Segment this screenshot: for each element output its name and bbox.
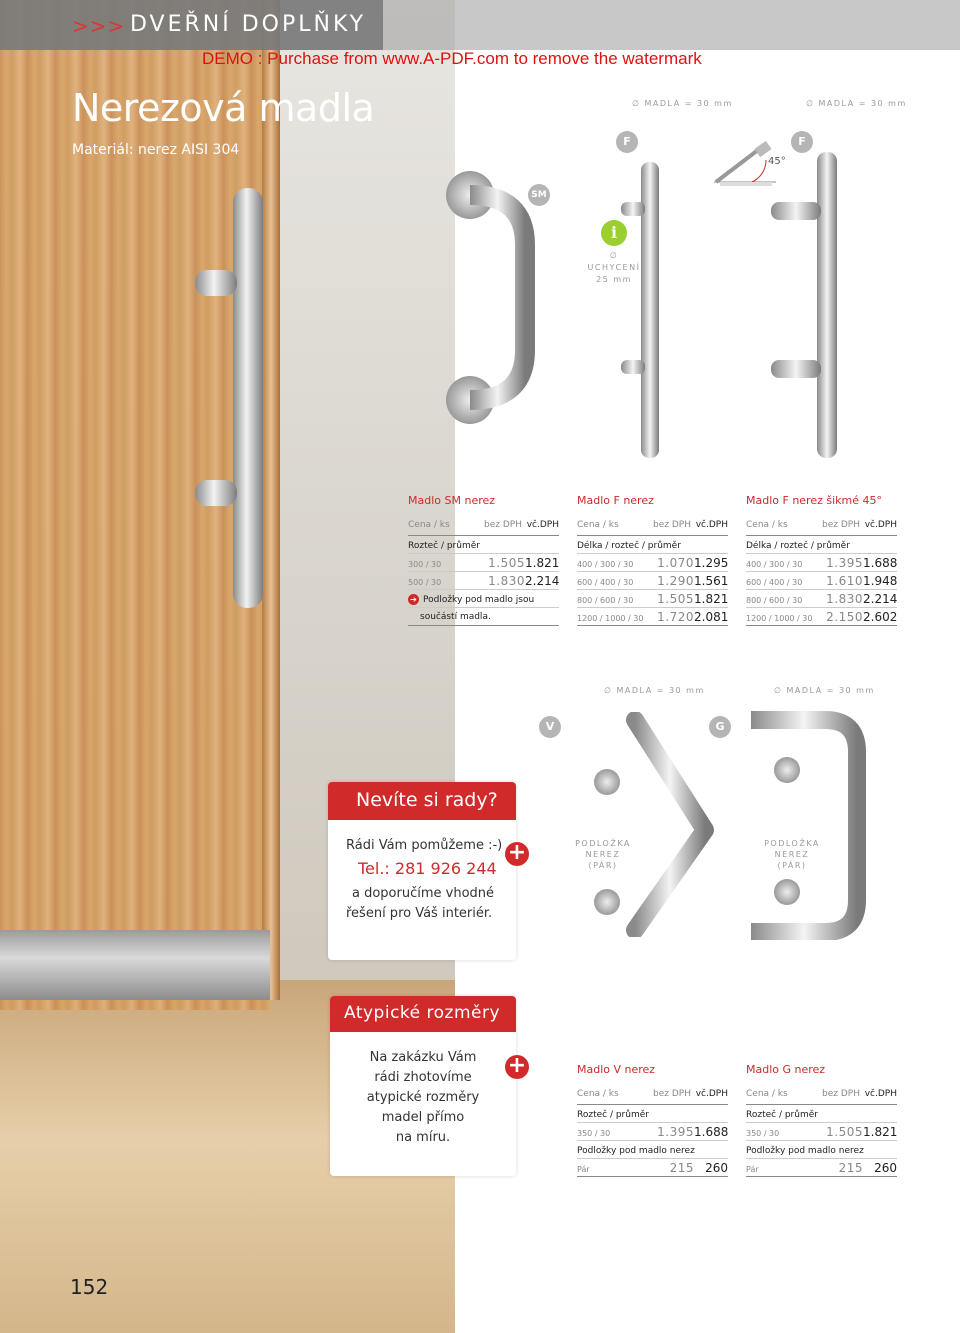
row-price-incl: 2.214 xyxy=(525,574,560,588)
header-incl-vat: vč.DPH xyxy=(526,520,559,530)
header-price: Cena / ks xyxy=(577,520,619,530)
row-dimension: 800 / 600 / 30 xyxy=(746,596,803,605)
table-header xyxy=(577,520,728,536)
row-price-incl: 1.821 xyxy=(694,592,729,606)
table-row xyxy=(746,608,897,626)
header-price: Cena / ks xyxy=(746,520,788,530)
row-dimension: 400 / 300 / 30 xyxy=(746,560,803,569)
custom-line-4: madel přímo xyxy=(381,1110,465,1125)
diameter-label-g: ∅ MADLA = 30 mm xyxy=(774,686,875,695)
row-price-excl: 1.070 xyxy=(657,556,694,570)
table-row xyxy=(746,590,897,608)
product-name: Madlo F nerez šikmé 45° xyxy=(746,494,883,507)
washer-label-v-1: PODLOŽKA xyxy=(575,839,631,848)
header-price: Cena / ks xyxy=(746,1089,788,1099)
info-icon: i xyxy=(601,220,627,246)
row-price-incl: 1.688 xyxy=(694,1125,729,1139)
custom-line-5: na míru. xyxy=(395,1130,451,1145)
row-price-excl: 1.395 xyxy=(657,1125,694,1139)
washer-label-g-3: (PÁR) xyxy=(777,861,807,870)
row-price-incl: 260 xyxy=(874,1161,897,1175)
advice-line-3: a doporučíme vhodné xyxy=(352,886,495,901)
table-note xyxy=(408,590,559,608)
table-subheader: Rozteč / průměr xyxy=(408,536,559,554)
row-price-excl: 1.610 xyxy=(826,574,863,588)
row-price-excl: 1.830 xyxy=(826,592,863,606)
row-dimension: 500 / 30 xyxy=(408,578,442,587)
badge-sm: SM xyxy=(528,184,550,206)
header-price: Cena / ks xyxy=(577,1089,619,1099)
advice-phone[interactable]: Tel.: 281 926 244 xyxy=(358,859,497,878)
badge-v: V xyxy=(539,716,561,738)
row-price-incl: 1.821 xyxy=(525,556,560,570)
table-row xyxy=(577,572,728,590)
table-row xyxy=(577,590,728,608)
table-row xyxy=(746,1123,897,1141)
table-v xyxy=(577,1063,728,1177)
mounting-diameter-value: 25 mm xyxy=(596,275,632,284)
row-price-excl: 1.720 xyxy=(657,610,694,624)
product-name: Madlo SM nerez xyxy=(408,494,496,507)
diameter-label-f: ∅ MADLA = 30 mm xyxy=(632,99,733,108)
table-g xyxy=(746,1063,897,1177)
row-dimension: 800 / 600 / 30 xyxy=(577,596,634,605)
custom-sizes-body xyxy=(330,1048,516,1148)
row-price-incl: 2.214 xyxy=(863,592,898,606)
custom-line-2: rádi zhotovíme xyxy=(374,1070,472,1085)
row-price-incl: 2.081 xyxy=(694,610,729,624)
advice-line-4: řešení pro Váš interiér. xyxy=(346,906,493,921)
row-price-excl: 1.505 xyxy=(657,592,694,606)
handle-sm-image xyxy=(445,165,555,430)
table-subheader: Rozteč / průměr xyxy=(577,1105,728,1123)
table-subheader: Délka / rozteč / průměr xyxy=(577,536,728,554)
angle-label: 45° xyxy=(768,156,786,167)
row-price-excl: 1.290 xyxy=(657,574,694,588)
door-kickplate xyxy=(0,930,270,1000)
handle-v-image xyxy=(585,712,725,937)
diameter-label-v: ∅ MADLA = 30 mm xyxy=(604,686,705,695)
product-name: Madlo F nerez xyxy=(577,494,654,507)
washer-label-v-3: (PÁR) xyxy=(588,861,618,870)
note-text-1: Podložky pod madlo jsou xyxy=(423,595,535,605)
header-incl-vat: vč.DPH xyxy=(695,1089,728,1099)
product-name: Madlo V nerez xyxy=(577,1063,656,1076)
header-incl-vat: vč.DPH xyxy=(864,520,897,530)
header-excl-vat: bez DPH xyxy=(653,1089,691,1099)
header-price: Cena / ks xyxy=(408,520,450,530)
row-price-excl: 1.505 xyxy=(488,556,525,570)
plus-icon: + xyxy=(505,1055,529,1079)
table-row xyxy=(408,554,559,572)
row-dimension: 400 / 300 / 30 xyxy=(577,560,634,569)
row-dimension: 300 / 30 xyxy=(408,560,442,569)
plus-icon: + xyxy=(505,842,529,866)
diameter-label-f45: ∅ MADLA = 30 mm xyxy=(806,99,907,108)
mounting-diameter-label: ∅ UCHYCENÍ xyxy=(587,251,641,272)
header-excl-vat: bez DPH xyxy=(484,520,522,530)
row-pair: Pár xyxy=(746,1165,759,1174)
table-subheader-washers: Podložky pod madlo nerez xyxy=(577,1141,728,1159)
watermark-text: DEMO : Purchase from www.A-PDF.com to remove the watermark xyxy=(202,49,702,68)
header-incl-vat: vč.DPH xyxy=(864,1089,897,1099)
row-price-excl: 2.150 xyxy=(826,610,863,624)
arrow-right-icon: ➔ xyxy=(408,594,419,605)
page-subtitle: Materiál: nerez AISI 304 xyxy=(72,142,240,158)
table-subheader-washers: Podložky pod madlo nerez xyxy=(746,1141,897,1159)
advice-title: Nevíte si rady? xyxy=(328,782,516,820)
custom-line-1: Na zakázku Vám xyxy=(369,1050,477,1065)
washer-label-v-2: NEREZ xyxy=(585,850,621,859)
row-price-incl: 1.561 xyxy=(694,574,729,588)
table-subheader: Délka / rozteč / průměr xyxy=(746,536,897,554)
header-chevrons: >>> xyxy=(72,14,126,38)
custom-sizes-title: Atypické rozměry xyxy=(330,996,516,1032)
row-price-excl: 215 xyxy=(838,1161,863,1175)
washer-label-g xyxy=(762,838,822,871)
row-dimension: 600 / 400 / 30 xyxy=(577,578,634,587)
badge-f45: F xyxy=(791,131,813,153)
row-price-incl: 260 xyxy=(705,1161,728,1175)
table-row xyxy=(746,1159,897,1177)
advice-line-1: Rádi Vám pomůžeme :-) xyxy=(346,838,503,853)
header-excl-vat: bez DPH xyxy=(822,520,860,530)
row-dimension: 350 / 30 xyxy=(746,1129,780,1138)
row-dimension: 1200 / 1000 / 30 xyxy=(577,614,644,623)
header-incl-vat: vč.DPH xyxy=(695,520,728,530)
table-header xyxy=(408,520,559,536)
row-price-excl: 215 xyxy=(669,1161,694,1175)
page-number: 152 xyxy=(70,1275,109,1299)
badge-g: G xyxy=(709,716,731,738)
table-row xyxy=(746,554,897,572)
table-row xyxy=(577,608,728,626)
row-price-incl: 1.948 xyxy=(863,574,898,588)
washer-label-v xyxy=(573,838,633,871)
row-price-excl: 1.830 xyxy=(488,574,525,588)
table-sm xyxy=(408,494,559,626)
row-price-excl: 1.505 xyxy=(826,1125,863,1139)
table-row xyxy=(577,1159,728,1177)
header-excl-vat: bez DPH xyxy=(653,520,691,530)
row-price-excl: 1.395 xyxy=(826,556,863,570)
table-header xyxy=(746,1089,897,1105)
table-f xyxy=(577,494,728,626)
washer-label-g-1: PODLOŽKA xyxy=(764,839,820,848)
row-pair: Pár xyxy=(577,1165,590,1174)
table-subheader: Rozteč / průměr xyxy=(746,1105,897,1123)
row-price-incl: 1.821 xyxy=(863,1125,898,1139)
row-dimension: 600 / 400 / 30 xyxy=(746,578,803,587)
row-price-incl: 1.295 xyxy=(694,556,729,570)
page-title: Nerezová madla xyxy=(72,86,375,130)
handle-g-image xyxy=(745,700,875,940)
header-bar-right xyxy=(383,0,960,50)
table-row xyxy=(577,1123,728,1141)
table-row xyxy=(746,572,897,590)
advice-callout xyxy=(328,782,516,960)
row-price-incl: 2.602 xyxy=(863,610,898,624)
product-name: Madlo G nerez xyxy=(746,1063,826,1076)
table-row xyxy=(408,572,559,590)
table-header xyxy=(577,1089,728,1105)
custom-line-3: atypické rozměry xyxy=(366,1090,480,1105)
custom-sizes-callout xyxy=(330,996,516,1176)
washer-label-g-2: NEREZ xyxy=(774,850,810,859)
badge-f: F xyxy=(616,131,638,153)
row-price-incl: 1.688 xyxy=(863,556,898,570)
door-handle-photo xyxy=(185,180,285,620)
table-header xyxy=(746,520,897,536)
handle-f-image xyxy=(615,160,675,460)
handle-f45-image xyxy=(765,150,855,460)
row-dimension: 350 / 30 xyxy=(577,1129,611,1138)
row-dimension: 1200 / 1000 / 30 xyxy=(746,614,813,623)
header-excl-vat: bez DPH xyxy=(822,1089,860,1099)
table-note-cont: součástí madla. xyxy=(408,608,559,626)
table-f45 xyxy=(746,494,897,626)
section-title: DVEŘNÍ DOPLŇKY xyxy=(130,12,367,37)
table-row xyxy=(577,554,728,572)
